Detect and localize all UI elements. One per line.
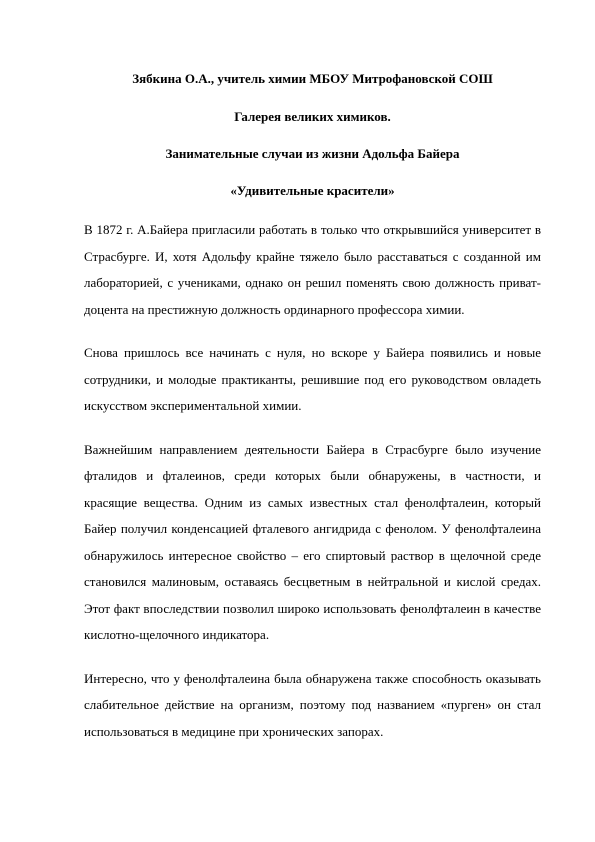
author-line: Зябкина О.А., учитель химии МБОУ Митрофановской СОШ	[132, 71, 493, 86]
article-title: Занимательные случаи из жизни Адольфа Байера	[165, 146, 460, 161]
article-subtitle: «Удивительные красители»	[230, 183, 395, 198]
series-title: Галерея великих химиков.	[234, 109, 391, 124]
paragraph-strasbourg-invitation: В 1872 г. А.Байера пригласили работать в только что открывшийся университет в Страсбурге. И, хотя Адольфу крайне тяжело было расставаться с созданной им лабораторией, с учениками, однако он решил поменять свою должность приват-доцента на престижную должность ординарного профессора химии.	[84, 222, 541, 317]
paragraph-purgen: Интересно, что у фенолфталеина была обнаружена также способность оказывать слабительное действие на организм, поэтому под названием «пурген» он стал использоваться в медицине при хронических запорах.	[84, 670, 541, 739]
paragraph-new-staff: Снова пришлось все начинать с нуля, но вскоре у Байера появились и новые сотрудники, и молодые практиканты, решившие под его руководством овладеть искусством экспериментальной химии.	[84, 345, 541, 413]
paragraph-phenolphthalein: Важнейшим направлением деятельности Байера в Страсбурге было изучение фталидов и фталеинов, среди которых были обнаружены, в частности, и красящие вещества. Одним из самых известных стал фенолфталеин, который Байер получил конденсацией фталевого ангидрида с фенолом. У фенолфталеина обнаружилось интересное свойство – его спиртовый раствор в щелочной среде становился малиновым, оставаясь бесцветным в нейтральной и кислой средах. Этот факт впоследствии позволил широко использовать фенолфталеин в качестве кислотно-щелочного индикатора.	[84, 441, 541, 642]
